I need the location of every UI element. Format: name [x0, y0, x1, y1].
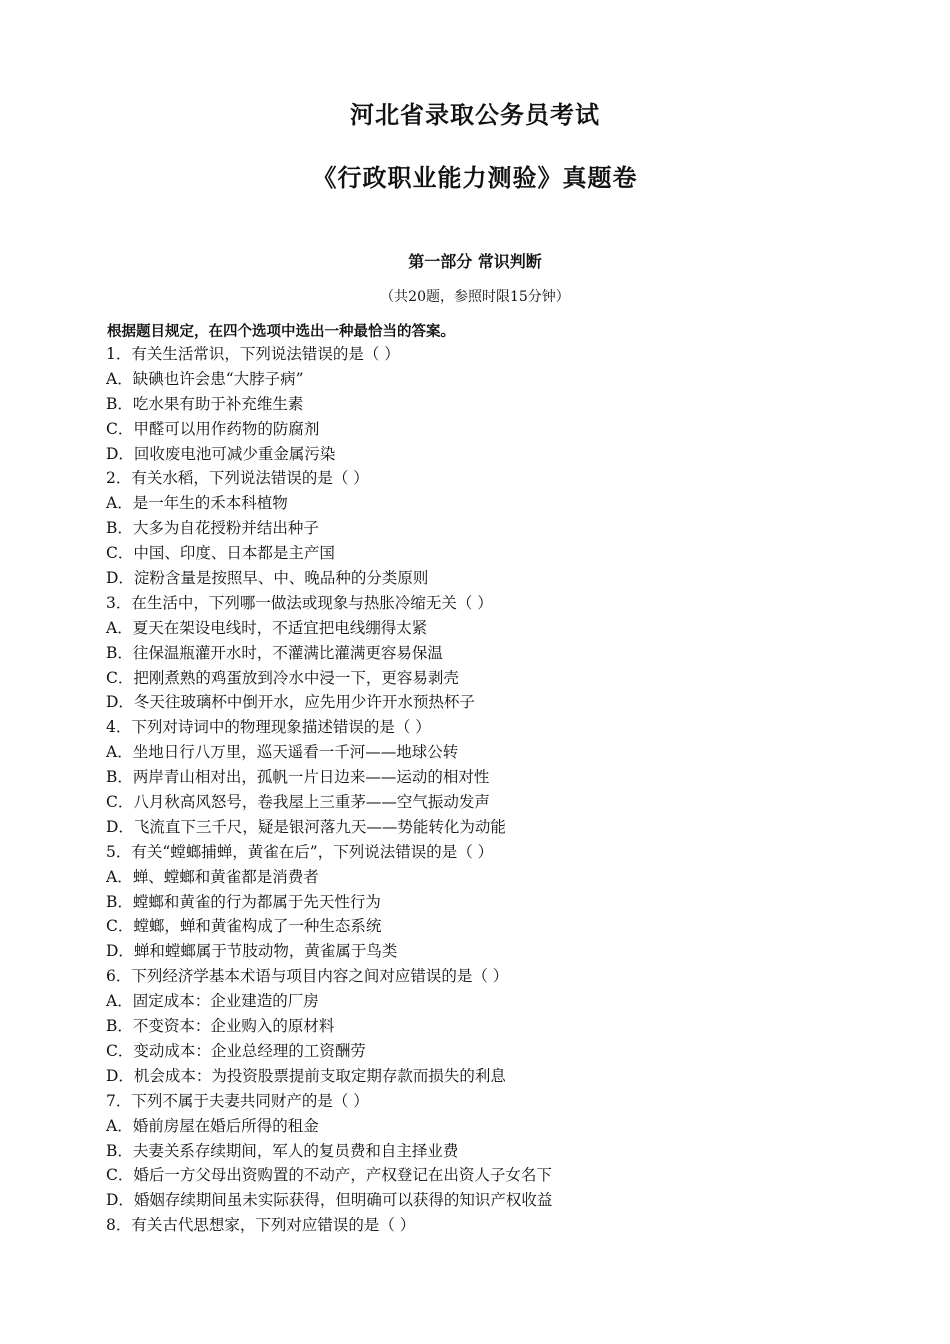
option-b: B．吃水果有助于补充维生素 — [106, 394, 304, 413]
option-c: C．中国、印度、日本都是主产国 — [106, 544, 335, 563]
option-b: B．两岸青山相对出，孤帆一片日边来——运动的相对性 — [106, 768, 490, 787]
question-stem: 1．有关生活常识，下列说法错误的是（ ） — [106, 345, 400, 363]
option-a: A．夏天在架设电线时，不适宜把电线绷得太紧 — [106, 618, 428, 637]
option-d: D．婚姻存续期间虽未实际获得，但明确可以获得的知识产权收益 — [106, 1191, 553, 1210]
option-c: C．八月秋高风怒号，卷我屋上三重茅——空气振动发声 — [106, 793, 490, 812]
document-subtitle: 《行政职业能力测验》真题卷 — [312, 164, 638, 192]
question-list — [106, 342, 846, 1238]
option-c: C．螳螂，蝉和黄雀构成了一种生态系统 — [106, 917, 382, 936]
option-b: B．大多为自花授粉并结出种子 — [106, 519, 319, 538]
option-c: C．婚后一方父母出资购置的不动产，产权登记在出资人子女名下 — [106, 1166, 552, 1185]
option-d: D．蝉和螳螂属于节肢动物，黄雀属于鸟类 — [106, 942, 398, 961]
question-stem: 8．有关古代思想家，下列对应错误的是（ ） — [106, 1216, 416, 1235]
option-a: A．固定成本：企业建造的厂房 — [106, 992, 319, 1011]
option-a: A．缺碘也许会患“大脖子病” — [106, 369, 304, 388]
option-c: C．把刚煮熟的鸡蛋放到冷水中浸一下，更容易剥壳 — [106, 668, 459, 687]
question-stem: 7．下列不属于夫妻共同财产的是（ ） — [106, 1091, 369, 1110]
option-c: C．变动成本：企业总经理的工资酬劳 — [106, 1041, 366, 1060]
option-a: A．蝉、螳螂和黄雀都是消费者 — [106, 867, 319, 886]
option-d: D．冬天往玻璃杯中倒开水，应先用少许开水预热杯子 — [106, 693, 475, 712]
option-d: D．回收废电池可减少重金属污染 — [106, 444, 336, 463]
option-b: B．不变资本：企业购入的原材料 — [106, 1017, 335, 1036]
instruction-text: 根据题目规定，在四个选项中选出一种最恰当的答案。 — [107, 324, 455, 340]
option-a: A．坐地日行八万里，巡天遥看一千河——地球公转 — [106, 743, 459, 762]
section-title: 第一部分 常识判断 — [408, 252, 542, 271]
question-stem: 3．在生活中，下列哪一做法或现象与热胀冷缩无关（ ） — [106, 593, 493, 612]
option-c: C．甲醛可以用作药物的防腐剂 — [106, 419, 320, 438]
question-stem: 2．有关水稻，下列说法错误的是（ ） — [106, 469, 369, 488]
option-b: B．螳螂和黄雀的行为都属于先天性行为 — [106, 892, 381, 911]
option-d: D．淀粉含量是按照早、中、晚品种的分类原则 — [106, 569, 429, 588]
question-stem: 5．有关“螳螂捕蝉，黄雀在后”，下列说法错误的是（ ） — [106, 842, 494, 861]
option-a: A．是一年生的禾本科植物 — [106, 494, 288, 513]
option-b: B．往保温瓶灌开水时，不灌满比灌满更容易保温 — [106, 643, 443, 662]
option-d: D．飞流直下三千尺，疑是银河落九天——势能转化为动能 — [106, 817, 506, 836]
question-stem: 4．下列对诗词中的物理现象描述错误的是（ ） — [106, 718, 431, 737]
option-d: D．机会成本：为投资股票提前支取定期存款而损失的利息 — [106, 1066, 506, 1085]
question-stem: 6．下列经济学基本术语与项目内容之间对应错误的是（ ） — [106, 967, 509, 986]
section-note: （共20题，参照时限15分钟） — [380, 289, 570, 305]
option-b: B．夫妻关系存续期间，军人的复员费和自主择业费 — [106, 1141, 459, 1160]
document-title: 河北省录取公务员考试 — [350, 101, 600, 129]
option-a: A．婚前房屋在婚后所得的租金 — [106, 1116, 319, 1135]
